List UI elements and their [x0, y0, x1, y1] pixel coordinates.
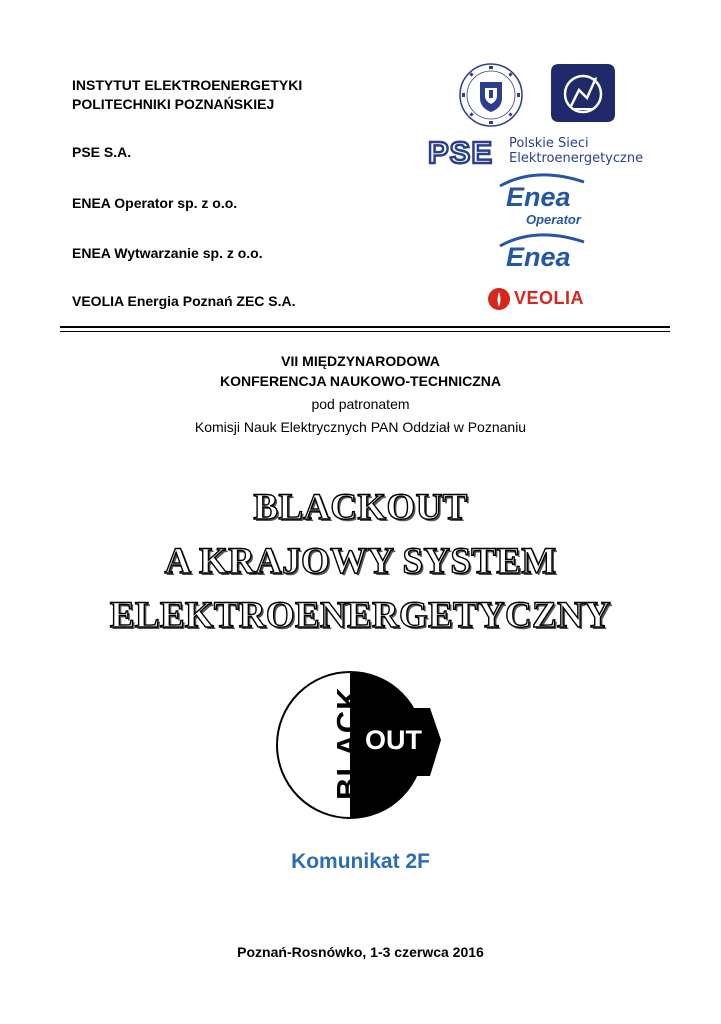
pse-logo-wordmark: PSE — [428, 135, 494, 170]
blackout-logo — [275, 670, 450, 820]
pse-logo-sub2: Elektroenergetyczne — [509, 151, 644, 166]
veolia-flame-icon — [486, 286, 512, 312]
title-line-3: ELEKTROENERGETYCZNY — [109, 595, 612, 636]
conference-type: KONFERENCJA NAUKOWO-TECHNICZNA — [219, 373, 502, 389]
organizer-enea-operator: ENEA Operator sp. z o.o. — [72, 195, 238, 211]
veolia-wordmark: VEOLIA — [514, 288, 585, 308]
enea-logo — [492, 232, 592, 272]
organizer-enea-wytwarzanie: ENEA Wytwarzanie sp. z o.o. — [72, 245, 263, 261]
organizer-institute-line1: INSTYTUT ELEKTROENERGETYKI — [72, 77, 303, 93]
enea-operator-wordmark: Enea — [506, 182, 571, 212]
patronage-committee: Komisji Nauk Elektrycznych PAN Oddział w Poznaniu — [194, 419, 527, 435]
title-line-1: BLACKOUT — [253, 487, 468, 528]
announcement-title: Komunikat 2F — [291, 850, 430, 873]
organizer-institute — [72, 76, 302, 114]
enea-operator-logo — [492, 172, 592, 228]
enea-operator-sub: Operator — [526, 212, 581, 227]
divider-thick — [60, 326, 670, 328]
university-seal-logo — [458, 62, 524, 133]
veolia-logo — [486, 285, 606, 315]
conference-edition: VII MIĘDZYNARODOWA — [281, 353, 440, 369]
pse-logo-sub1: Polskie Sieci — [509, 136, 589, 151]
place-date: Poznań-Rosnówko, 1-3 czerwca 2016 — [237, 944, 484, 960]
faculty-logo — [549, 62, 617, 129]
enea-wordmark: Enea — [506, 242, 571, 272]
organizer-veolia: VEOLIA Energia Poznań ZEC S.A. — [72, 293, 296, 309]
organizer-institute-line2: POLITECHNIKI POZNAŃSKIEJ — [72, 96, 275, 112]
patronage-label: pod patronatem — [311, 396, 410, 412]
blackout-logo-black: BLACK — [330, 686, 365, 800]
divider-thin — [60, 331, 670, 332]
blackout-logo-out: OUT — [365, 725, 422, 755]
organizer-pse: PSE S.A. — [72, 144, 132, 160]
title-line-2: A KRAJOWY SYSTEM — [164, 541, 557, 582]
pse-logo — [428, 135, 668, 170]
